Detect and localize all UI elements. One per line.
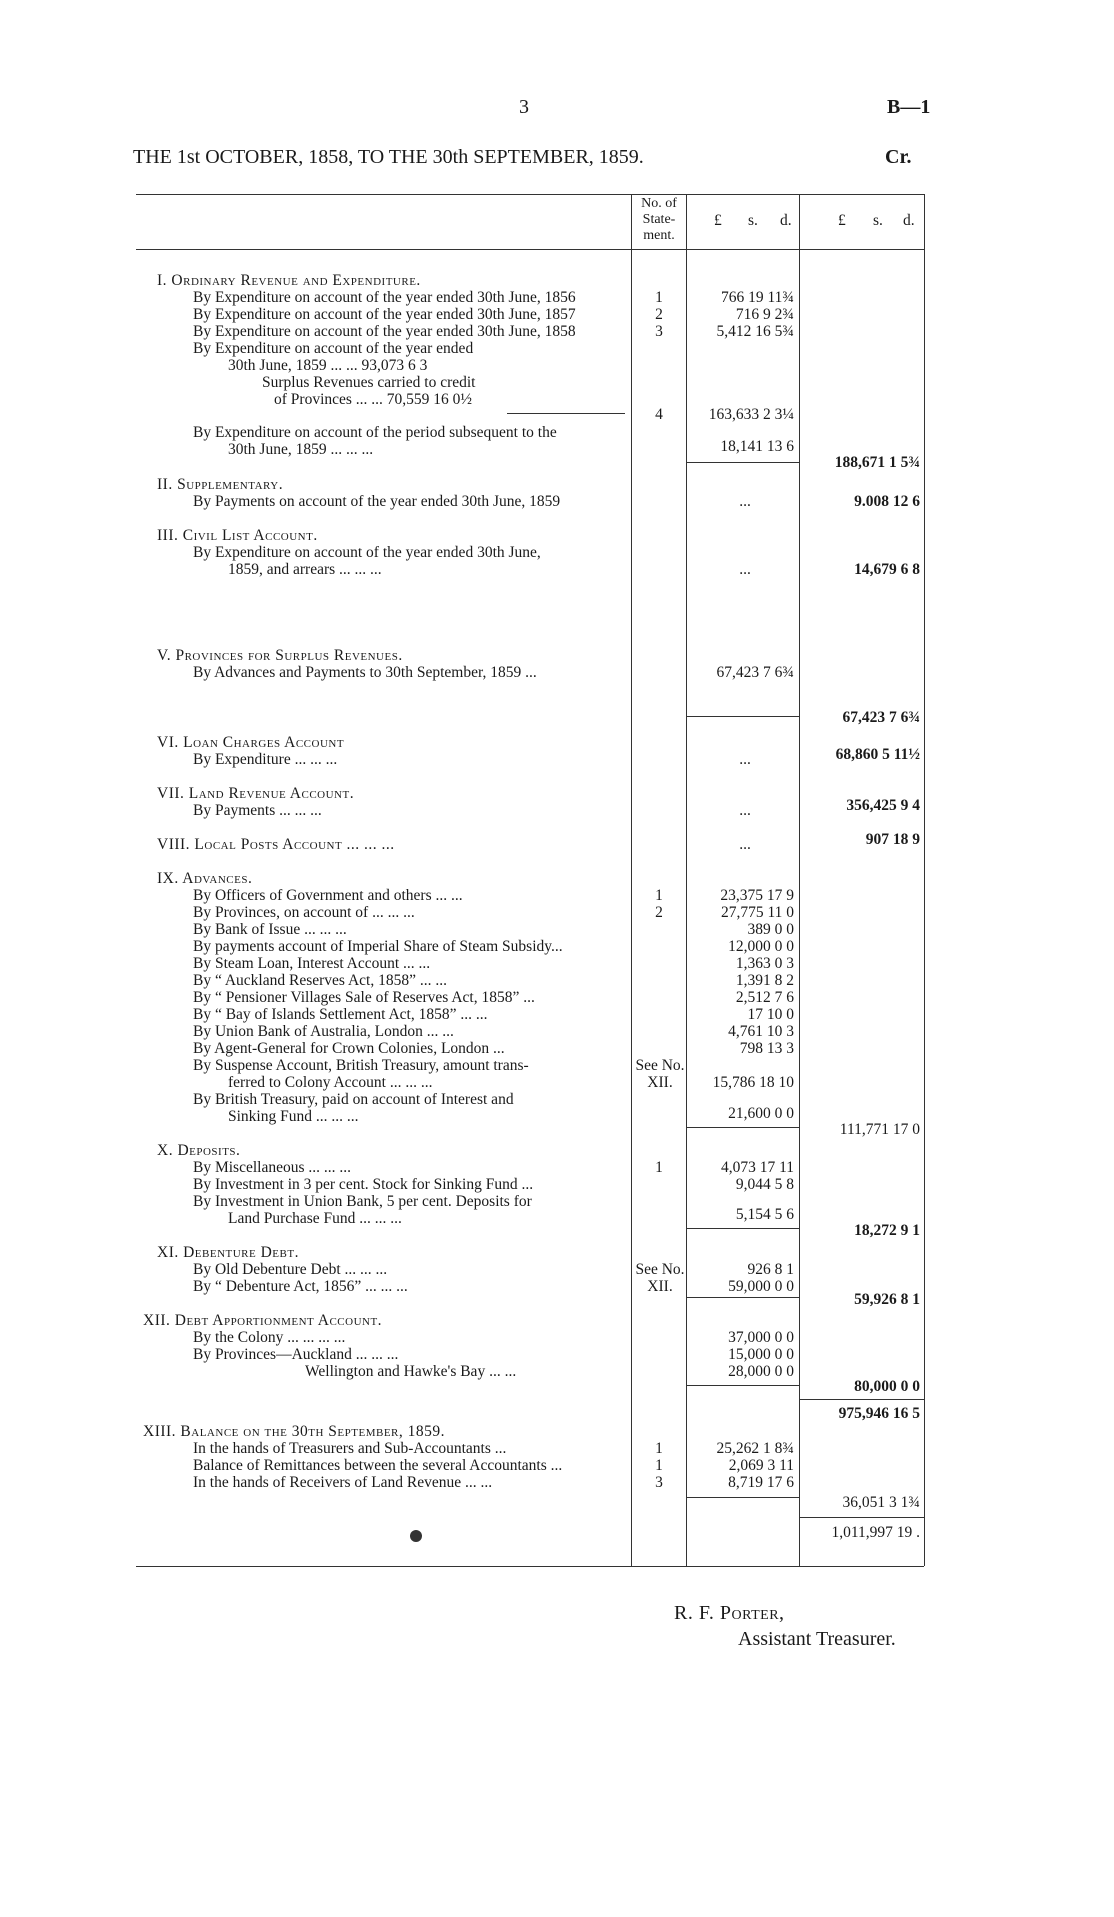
- amount: 15,000 0 0: [728, 1346, 794, 1363]
- ledger-line: By Expenditure on account of the year ended 30th June, 1857: [193, 306, 576, 323]
- ledger-line: By Expenditure on account of the period subsequent to the: [193, 424, 557, 441]
- section-heading: VII. Land Revenue Account.: [157, 785, 355, 802]
- section-total: 14,679 6 8: [854, 561, 920, 578]
- section-heading: VI. Loan Charges Account: [157, 734, 345, 751]
- ledger-line: By Advances and Payments to 30th September, 1859 ...: [193, 664, 537, 681]
- ledger-line: By Expenditure on account of the year ended: [193, 340, 474, 357]
- amount: 18,141 13 6: [720, 438, 794, 455]
- page-number: 3: [519, 96, 529, 118]
- section-heading: IX. Advances.: [157, 870, 253, 887]
- ledger-line: By Investment in 3 per cent. Stock for Sinking Fund ...: [193, 1176, 534, 1193]
- section-heading: VIII. Local Posts Account ... ... ...: [157, 836, 395, 853]
- section-heading: V. Provinces for Surplus Revenues.: [157, 647, 403, 664]
- section-total: 18,272 9 1: [854, 1222, 920, 1239]
- ledger-line: By Investment in Union Bank, 5 per cent. Deposits for: [193, 1193, 532, 1210]
- amount: 15,786 18 10: [712, 1074, 794, 1091]
- amount: 1,391 8 2: [735, 972, 794, 989]
- amount: ...: [739, 802, 751, 819]
- section-total: 59,926 8 1: [854, 1291, 920, 1308]
- table-header-rule: [136, 249, 924, 250]
- grand-total-rule: [800, 1517, 924, 1518]
- ledger-line: By Union Bank of Australia, London ... ...: [193, 1023, 454, 1040]
- amount: 766 19 11¾: [720, 289, 794, 306]
- ledger-line: By Suspense Account, British Treasury, amount trans-: [193, 1057, 529, 1074]
- column-rule-amount2: [924, 194, 925, 1566]
- section-total: 188,671 1 5¾: [834, 454, 920, 471]
- amount: 37,000 0 0: [728, 1329, 794, 1346]
- section-total: 111,771 17 0: [839, 1121, 920, 1138]
- column-rule-amount1: [799, 194, 800, 1566]
- column-rule-statement: [686, 194, 687, 1566]
- document-code: B—1: [887, 96, 931, 118]
- amount: 1,363 0 3: [735, 955, 794, 972]
- section-heading: I. Ordinary Revenue and Expenditure.: [157, 272, 421, 289]
- amount: 8,719 17 6: [728, 1474, 794, 1491]
- ledger-line: In the hands of Receivers of Land Revenue ... ...: [193, 1474, 493, 1491]
- amount: 4,761 10 3: [728, 1023, 794, 1040]
- section-heading: II. Supplementary.: [157, 476, 284, 493]
- ledger-line: Sinking Fund ... ... ...: [228, 1108, 359, 1125]
- section-total: 68,860 5 11½: [835, 746, 920, 763]
- ledger-line: By Payments on account of the year ended 30th June, 1859: [193, 493, 561, 510]
- ledger-line: 1859, and arrears ... ... ...: [228, 561, 382, 578]
- amount: 9,044 5 8: [735, 1176, 794, 1193]
- amount: 27,775 11 0: [720, 904, 794, 921]
- amount: ...: [739, 493, 751, 510]
- subtotal: 975,946 16 5: [838, 1405, 920, 1422]
- ledger-line: By Provinces, on account of ... ... ...: [193, 904, 415, 921]
- ledger-line: By Steam Loan, Interest Account ... ...: [193, 955, 431, 972]
- total-rule: [687, 1127, 799, 1128]
- col-pounds-1: £: [714, 212, 722, 229]
- ledger-line: By British Treasury, paid on account of Interest and: [193, 1091, 514, 1108]
- ledger-line: By payments account of Imperial Share of Steam Subsidy...: [193, 938, 563, 955]
- amount: 163,633 2 3¼: [708, 406, 794, 423]
- table-top-rule: [136, 194, 924, 195]
- section-total: 67,423 7 6¾: [842, 709, 920, 726]
- ledger-line: By the Colony ... ... ... ...: [193, 1329, 346, 1346]
- ledger-line: Land Purchase Fund ... ... ...: [228, 1210, 402, 1227]
- ornament-dot: [410, 1530, 422, 1542]
- subtotal-rule: [800, 1399, 924, 1400]
- column-rule-text: [631, 194, 632, 1566]
- ledger-line: By Old Debenture Debt ... ... ...: [193, 1261, 388, 1278]
- amount: 2,512 7 6: [735, 989, 794, 1006]
- amount: 926 8 1: [747, 1261, 794, 1278]
- statement-number: XII.: [647, 1278, 673, 1295]
- statement-number: See No.: [635, 1261, 685, 1278]
- section-total: 356,425 9 4: [846, 797, 920, 814]
- ledger-line: Balance of Remittances between the several Accountants ...: [193, 1457, 563, 1474]
- ledger-line: Wellington and Hawke's Bay ... ...: [305, 1363, 517, 1380]
- grand-total: 1,011,997 19 .: [831, 1524, 920, 1541]
- col-shillings-2: s.: [873, 212, 883, 229]
- table-bottom-rule: [136, 1566, 924, 1567]
- total-rule: [687, 1297, 799, 1298]
- ledger-line: By Expenditure on account of the year ended 30th June,: [193, 544, 541, 561]
- section-total: 80,000 0 0: [854, 1378, 920, 1395]
- statement-number: XII.: [647, 1074, 673, 1091]
- amount: ...: [739, 751, 751, 768]
- amount: 5,154 5 6: [735, 1206, 794, 1223]
- statement-number: 1: [655, 1440, 663, 1457]
- ledger-line: ferred to Colony Account ... ... ...: [228, 1074, 433, 1091]
- section-total: 9.008 12 6: [854, 493, 920, 510]
- statement-number: 1: [655, 887, 663, 904]
- subtotal-rule: [507, 413, 625, 414]
- amount: 716 9 2¾: [735, 306, 794, 323]
- ledger-line: By Payments ... ... ...: [193, 802, 322, 819]
- ledger-line: By Officers of Government and others ... ...: [193, 887, 463, 904]
- ledger-line: 30th June, 1859 ... ... ...: [228, 441, 374, 458]
- ledger-line: By Agent-General for Crown Colonies, London ...: [193, 1040, 505, 1057]
- section-heading: X. Deposits.: [157, 1142, 241, 1159]
- col-pence-2: d.: [903, 212, 915, 229]
- ledger-line: By “ Pensioner Villages Sale of Reserves Act, 1858” ...: [193, 989, 535, 1006]
- ledger-line: of Provinces ... ... 70,559 16 0½: [274, 391, 473, 408]
- amount: 5,412 16 5¾: [716, 323, 794, 340]
- section-total: 36,051 3 1¾: [842, 1494, 920, 1511]
- amount: 798 13 3: [739, 1040, 794, 1057]
- total-rule: [687, 1385, 799, 1386]
- statement-number: 3: [655, 1474, 663, 1491]
- section-heading: XIII. Balance on the 30th September, 1859.: [143, 1423, 446, 1440]
- amount: 59,000 0 0: [728, 1278, 794, 1295]
- credit-side-label: Cr.: [885, 146, 912, 168]
- ledger-line: By Expenditure on account of the year ended 30th June, 1858: [193, 323, 576, 340]
- amount: 4,073 17 11: [720, 1159, 794, 1176]
- ledger-line: By Provinces—Auckland ... ... ...: [193, 1346, 399, 1363]
- total-rule: [687, 716, 799, 717]
- amount: 67,423 7 6¾: [716, 664, 794, 681]
- statement-number: See No.: [635, 1057, 685, 1074]
- amount: ...: [739, 561, 751, 578]
- statement-number: 1: [655, 1159, 663, 1176]
- total-rule: [687, 462, 799, 463]
- ledger-line: By Miscellaneous ... ... ...: [193, 1159, 351, 1176]
- amount: 2,069 3 11: [728, 1457, 794, 1474]
- total-rule: [687, 1228, 799, 1229]
- statement-number: 2: [655, 306, 663, 323]
- statement-number: 4: [655, 406, 663, 423]
- col-pence-1: d.: [780, 212, 792, 229]
- total-rule: [687, 1497, 799, 1498]
- amount: 21,600 0 0: [728, 1105, 794, 1122]
- signature-title: Assistant Treasurer.: [738, 1628, 896, 1650]
- ledger-line: By “ Auckland Reserves Act, 1858” ... ...: [193, 972, 447, 989]
- col-pounds-2: £: [838, 212, 846, 229]
- amount: 28,000 0 0: [728, 1363, 794, 1380]
- ledger-line: In the hands of Treasurers and Sub-Accountants ...: [193, 1440, 507, 1457]
- statement-number: 2: [655, 904, 663, 921]
- page-title: THE 1st OCTOBER, 1858, TO THE 30th SEPTEMBER, 1859.: [133, 146, 644, 168]
- column-header-statement: No. of State- ment.: [641, 196, 677, 243]
- statement-number: 1: [655, 1457, 663, 1474]
- ledger-line: By Expenditure on account of the year ended 30th June, 1856: [193, 289, 576, 306]
- ledger-line: By “ Debenture Act, 1856” ... ... ...: [193, 1278, 408, 1295]
- section-heading: XI. Debenture Debt.: [157, 1244, 299, 1261]
- ledger-line: 30th June, 1859 ... ... 93,073 6 3: [228, 357, 428, 374]
- amount: ...: [739, 836, 751, 853]
- amount: 23,375 17 9: [720, 887, 794, 904]
- signature-name: R. F. Porter,: [674, 1602, 785, 1624]
- section-heading: III. Civil List Account.: [157, 527, 318, 544]
- amount: 12,000 0 0: [728, 938, 794, 955]
- amount: 17 10 0: [747, 1006, 794, 1023]
- amount: 389 0 0: [747, 921, 794, 938]
- statement-number: 1: [655, 289, 663, 306]
- section-heading: XII. Debt Apportionment Account.: [143, 1312, 383, 1329]
- col-shillings-1: s.: [748, 212, 758, 229]
- amount: 25,262 1 8¾: [716, 1440, 794, 1457]
- ledger-line: By Bank of Issue ... ... ...: [193, 921, 347, 938]
- ledger-line: Surplus Revenues carried to credit: [262, 374, 476, 391]
- ledger-line: By Expenditure ... ... ...: [193, 751, 338, 768]
- ledger-line: By “ Bay of Islands Settlement Act, 1858” ... ...: [193, 1006, 488, 1023]
- statement-number: 3: [655, 323, 663, 340]
- section-total: 907 18 9: [865, 831, 920, 848]
